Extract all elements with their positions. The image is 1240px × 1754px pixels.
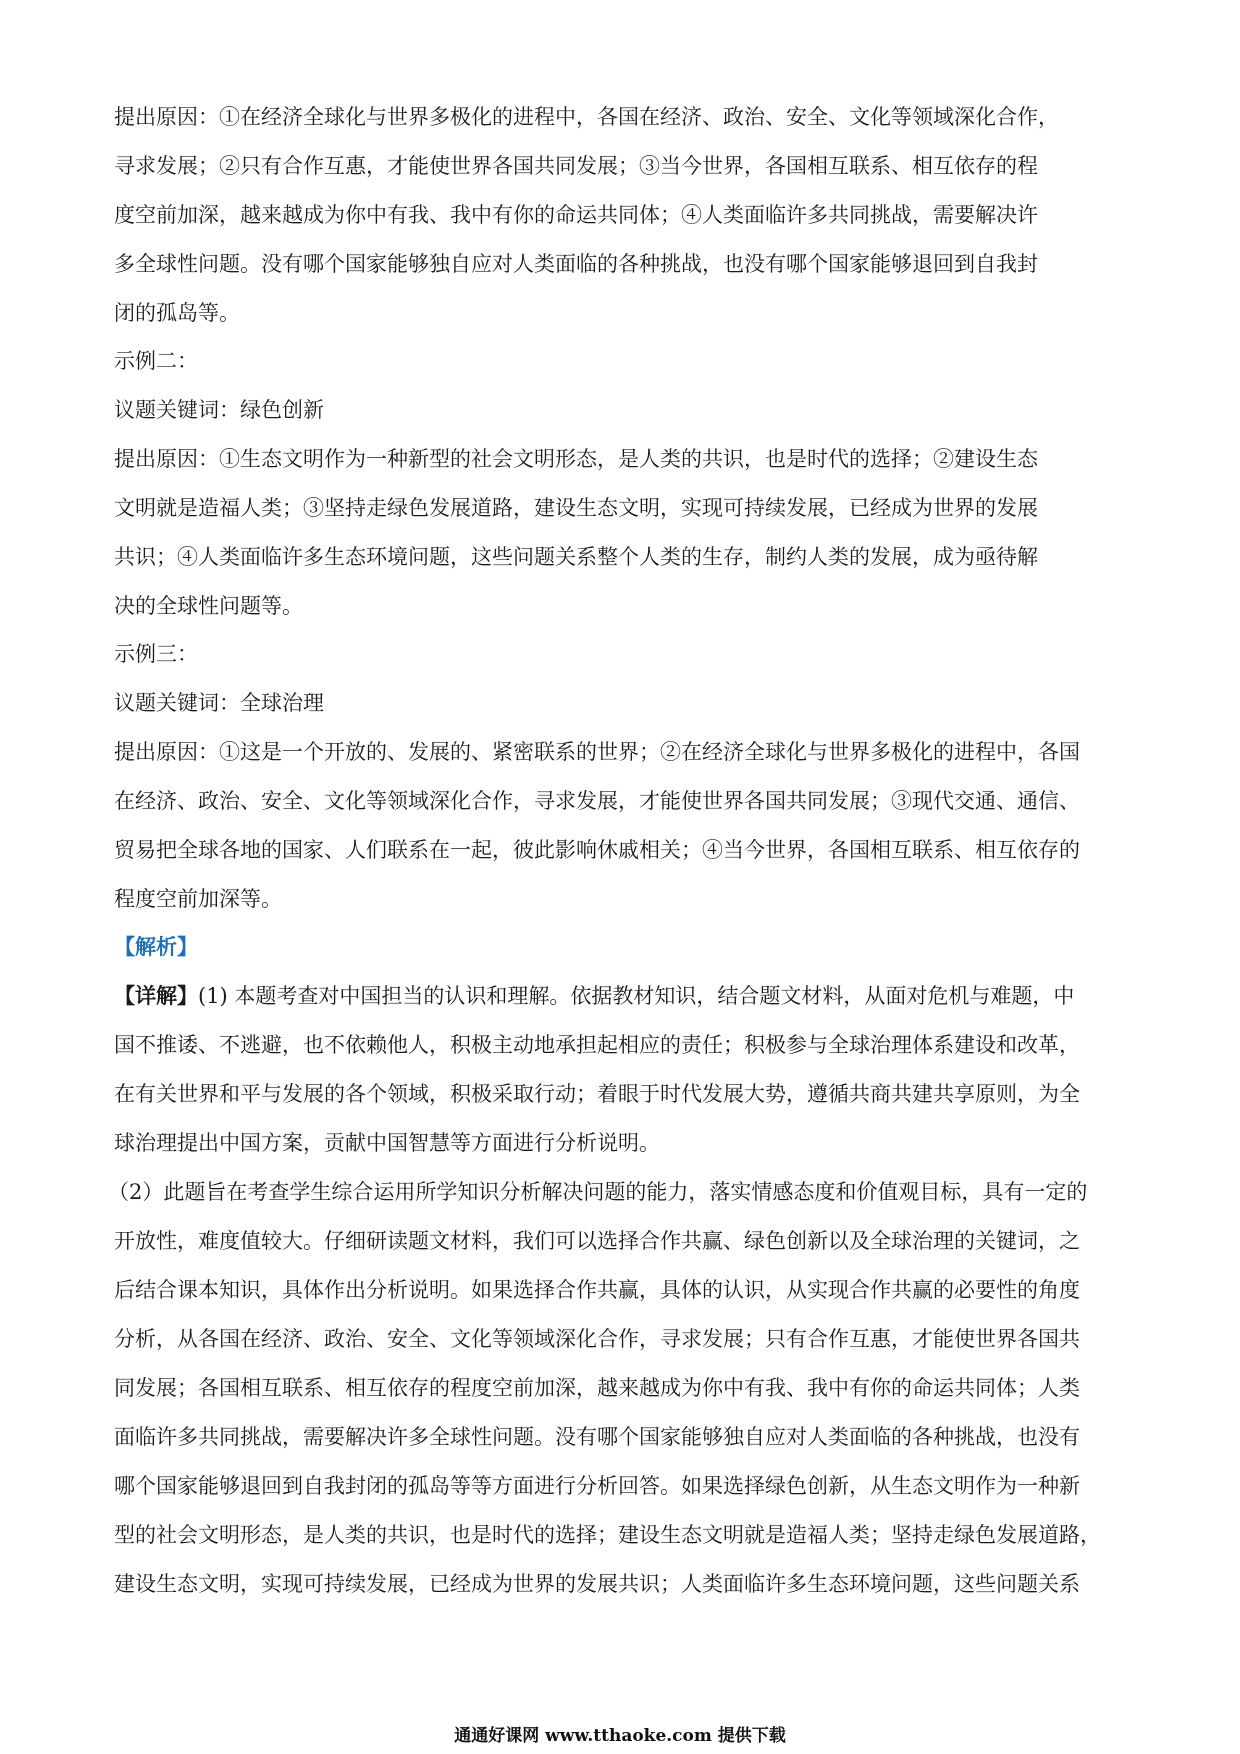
example-heading: 示例三： (114, 642, 198, 666)
keyword-line: 议题关键词：绿色创新 (114, 398, 324, 422)
text-line: 多全球性问题。没有哪个国家能够独自应对人类面临的各种挑战，也没有哪个国家能够退回到自我封 (114, 252, 1038, 276)
detail-line: 建设生态文明，实现可持续发展，已经成为世界的发展共识；人类面临许多生态环境问题，这些问题关系 (114, 1572, 1080, 1596)
detail-line: 开放性，难度值较大。仔细研读题文材料，我们可以选择合作共赢、绿色创新以及全球治理的关键词，之 (114, 1229, 1080, 1253)
detail-line: 分析，从各国在经济、政治、安全、文化等领域深化合作，寻求发展；只有合作互惠，才能使世界各国共 (114, 1327, 1080, 1351)
detail-line: 球治理提出中国方案，贡献中国智慧等方面进行分析说明。 (114, 1131, 660, 1155)
text-line: 文明就是造福人类；③坚持走绿色发展道路，建设生态文明，实现可持续发展，已经成为世界的发展 (114, 496, 1038, 520)
detail-text: (1) 本题考查对中国担当的认识和理解。依据教材知识，结合题文材料，从面对危机与难题，中 (198, 984, 1075, 1008)
detail-line: 面临许多共同挑战，需要解决许多全球性问题。没有哪个国家能够独自应对人类面临的各种挑战，也没有 (114, 1425, 1080, 1449)
detail-line: 在有关世界和平与发展的各个领域，积极采取行动；着眼于时代发展大势，遵循共商共建共享原则，为全 (114, 1082, 1080, 1106)
text-line: 度空前加深，越来越成为你中有我、我中有你的命运共同体；④人类面临许多共同挑战，需要解决许 (114, 203, 1038, 227)
text-line: 提出原因：①在经济全球化与世界多极化的进程中，各国在经济、政治、安全、文化等领域深化合作， (114, 105, 1059, 129)
detail-line (114, 982, 1074, 1010)
text-line: 提出原因：①这是一个开放的、发展的、紧密联系的世界；②在经济全球化与世界多极化的进程中，各国 (114, 740, 1080, 764)
detail-label: 【详解】 (114, 983, 198, 1008)
detail-line: 国不推诿、不逃避，也不依赖他人，积极主动地承担起相应的责任；积极参与全球治理体系建设和改革， (114, 1033, 1080, 1057)
detail-line: 哪个国家能够退回到自我封闭的孤岛等等方面进行分析回答。如果选择绿色创新，从生态文明作为一种新 (114, 1474, 1080, 1498)
text-line: 共识；④人类面临许多生态环境问题，这些问题关系整个人类的生存，制约人类的发展，成为亟待解 (114, 545, 1038, 569)
analysis-label: 【解析】 (114, 934, 198, 959)
text-line: 闭的孤岛等。 (114, 301, 240, 325)
detail-line: （2）此题旨在考查学生综合运用所学知识分析解决问题的能力，落实情感态度和价值观目标，具有一定的 (108, 1180, 1088, 1204)
keyword-line: 议题关键词：全球治理 (114, 691, 324, 715)
text-line: 贸易把全球各地的国家、人们联系在一起，彼此影响休戚相关；④当今世界，各国相互联系、相互依存的 (114, 838, 1080, 862)
example-heading: 示例二： (114, 349, 198, 373)
text-line: 程度空前加深等。 (114, 887, 282, 911)
detail-line: 型的社会文明形态，是人类的共识，也是时代的选择；建设生态文明就是造福人类；坚持走绿色发展道路， (114, 1523, 1101, 1547)
text-line: 寻求发展；②只有合作互惠，才能使世界各国共同发展；③当今世界，各国相互联系、相互依存的程 (114, 154, 1038, 178)
text-line: 决的全球性问题等。 (114, 594, 303, 618)
text-line: 在经济、政治、安全、文化等领域深化合作，寻求发展，才能使世界各国共同发展；③现代交通、通信、 (114, 789, 1080, 813)
text-line: 提出原因：①生态文明作为一种新型的社会文明形态，是人类的共识，也是时代的选择；②建设生态 (114, 447, 1038, 471)
page-footer: 通通好课网 www.tthaoke.com 提供下载 (454, 1726, 786, 1746)
detail-line: 后结合课本知识，具体作出分析说明。如果选择合作共赢，具体的认识，从实现合作共赢的必要性的角度 (114, 1278, 1080, 1302)
detail-line: 同发展；各国相互联系、相互依存的程度空前加深，越来越成为你中有我、我中有你的命运共同体；人类 (114, 1376, 1080, 1400)
